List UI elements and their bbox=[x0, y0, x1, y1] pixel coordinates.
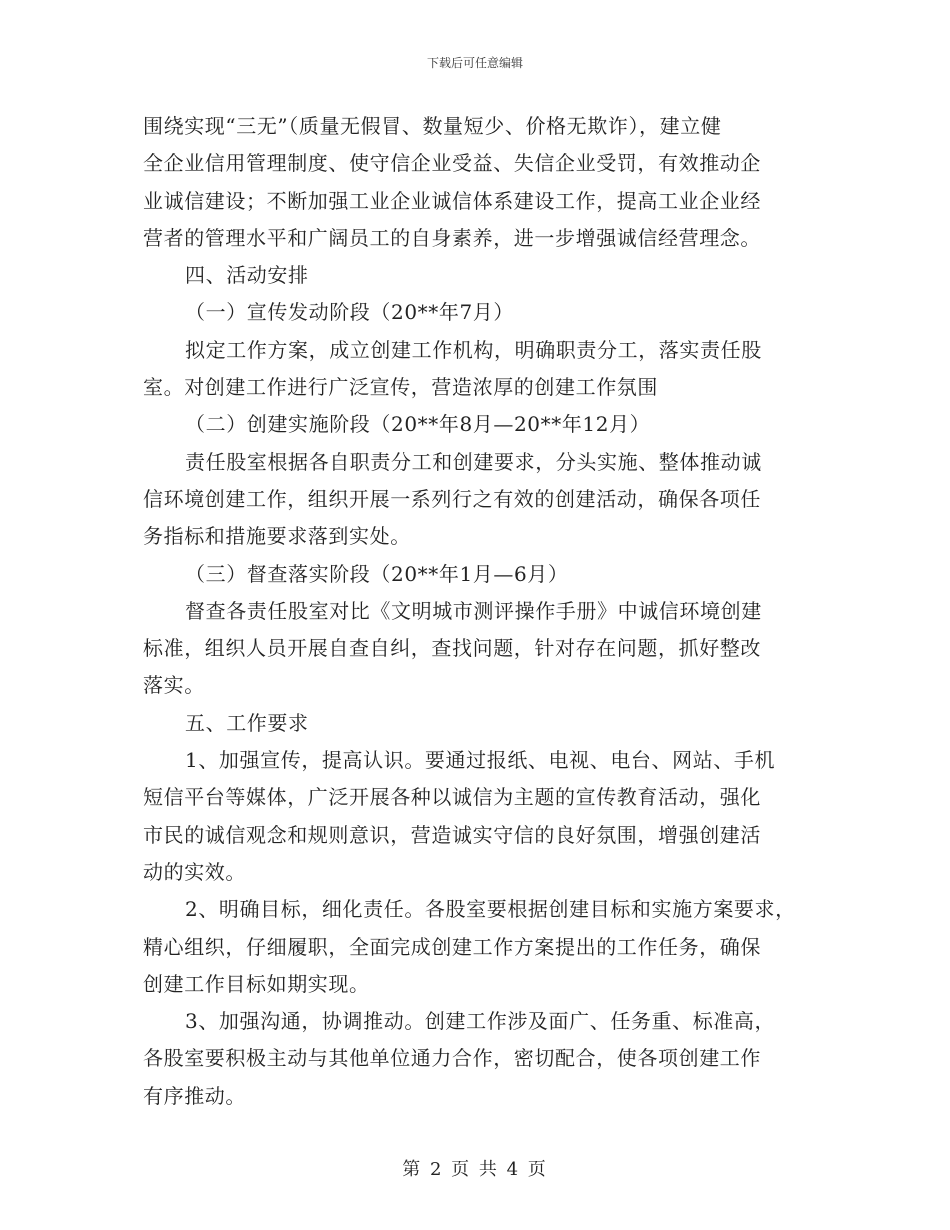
text-line: 创建工作目标如期实现。 bbox=[143, 971, 370, 996]
text-line: 四、活动安排 bbox=[185, 263, 309, 288]
text-line: 1、加强宣传，提高认识。要通过报纸、电视、电台、网站、手机 bbox=[185, 748, 776, 773]
text-line: 全企业信用管理制度、使守信企业受益、失信企业受罚，有效推动企 bbox=[143, 151, 761, 176]
text-line: 有序推动。 bbox=[143, 1083, 246, 1108]
text-line: 业诚信建设；不断加强工业企业诚信体系建设工作，提高工业企业经 bbox=[143, 188, 761, 213]
text-line: 标准，组织人员开展自查自纠，查找问题，针对存在问题，抓好整改 bbox=[143, 636, 761, 661]
text-line: 五、工作要求 bbox=[185, 710, 309, 735]
text-line: （三）督查落实阶段（20**年1月—6月） bbox=[185, 561, 569, 586]
document-body bbox=[143, 108, 823, 1115]
text-line: 短信平台等媒体，广泛开展各种以诚信为主题的宣传教育活动，强化 bbox=[143, 785, 761, 810]
text-line: 市民的诚信观念和规则意识，营造诚实守信的良好氛围，增强创建活 bbox=[143, 822, 761, 847]
text-line: 2、明确目标，细化责任。各股室要根据创建目标和实施方案要求， bbox=[185, 897, 796, 922]
text-line: 围绕实现“三无”（质量无假冒、数量短少、价格无欺诈），建立健 bbox=[143, 114, 722, 138]
text-line: 室。对创建工作进行广泛宣传，营造浓厚的创建工作氛围 bbox=[143, 375, 658, 400]
text-line: 各股室要积极主动与其他单位通力合作，密切配合，使各项创建工作 bbox=[143, 1046, 761, 1071]
text-line: 3、加强沟通，协调推动。创建工作涉及面广、任务重、标准高， bbox=[185, 1009, 776, 1034]
page-header: 下载后可任意编辑 bbox=[426, 56, 523, 70]
text-line: 督查各责任股室对比《文明城市测评操作手册》中诚信环境创建 bbox=[185, 598, 762, 623]
text-line: 营者的管理水平和广阔员工的自身素养，进一步增强诚信经营理念。 bbox=[143, 225, 761, 250]
text-line: 责任股室根据各自职责分工和创建要求，分头实施、整体推动诚 bbox=[185, 449, 762, 474]
text-line: 精心组织，仔细履职，全面完成创建工作方案提出的工作任务，确保 bbox=[143, 934, 761, 959]
text-line: （一）宣传发动阶段（20**年7月） bbox=[185, 300, 514, 325]
text-line: 信环境创建工作，组织开展一系列行之有效的创建活动，确保各项任 bbox=[143, 486, 761, 511]
text-line: 落实。 bbox=[143, 673, 205, 698]
page-footer: 第 2 页 共 4 页 bbox=[402, 1159, 548, 1180]
text-line: 务指标和措施要求落到实处。 bbox=[143, 524, 411, 549]
text-line: 动的实效。 bbox=[143, 859, 246, 884]
text-line: （二）创建实施阶段（20**年8月—20**年12月） bbox=[185, 412, 651, 437]
text-line: 拟定工作方案，成立创建工作机构，明确职责分工，落实责任股 bbox=[185, 337, 762, 362]
